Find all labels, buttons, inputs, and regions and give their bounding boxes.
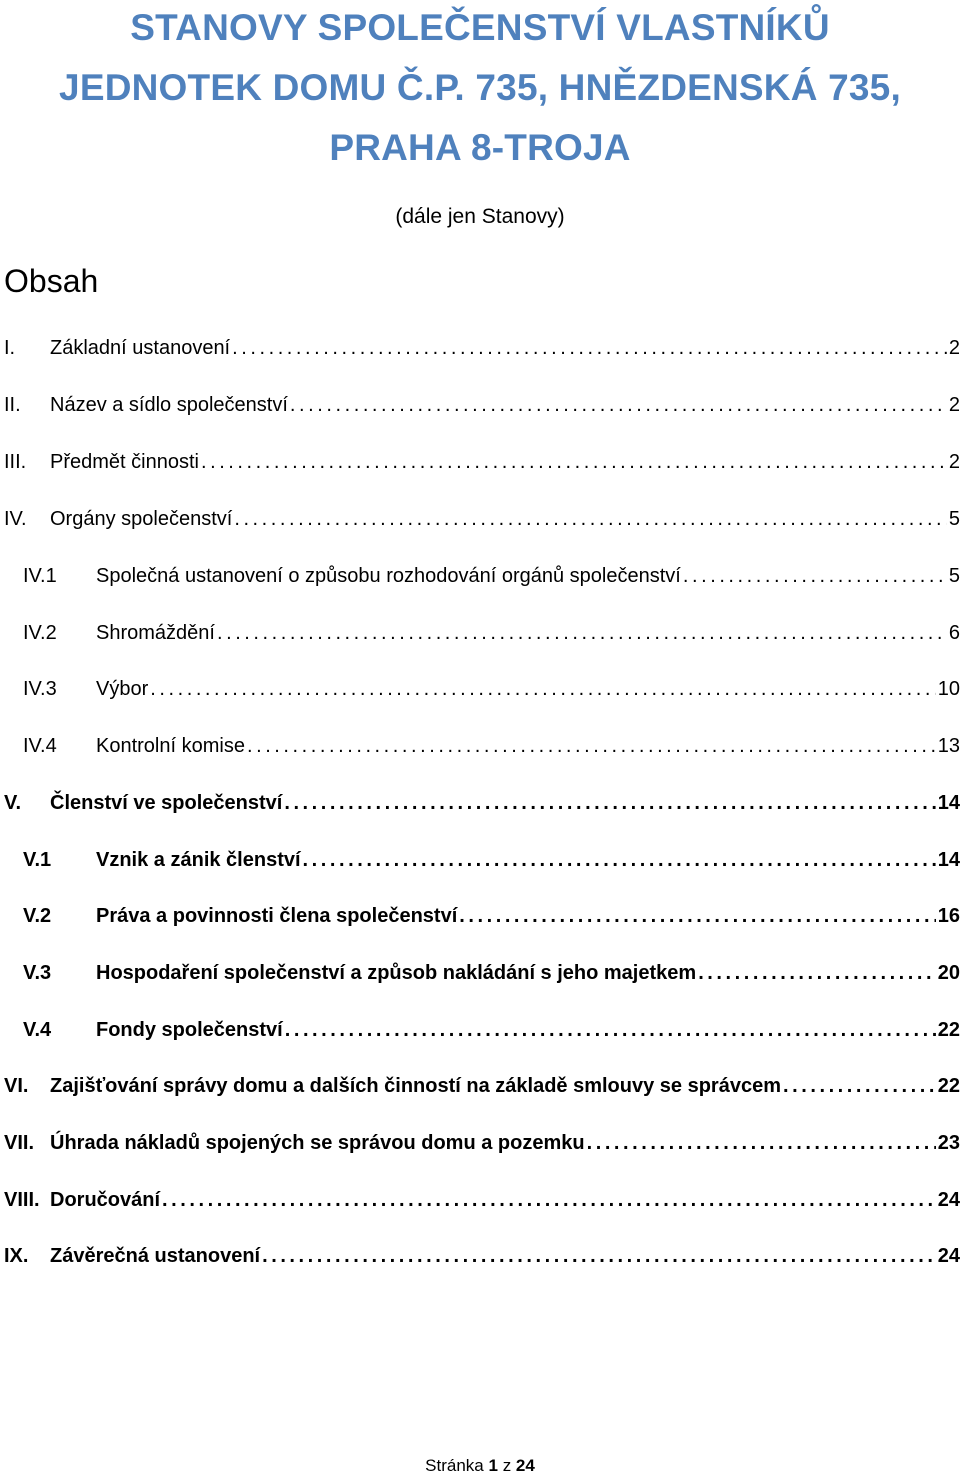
toc-entry-page: 13	[937, 735, 960, 757]
toc-entry[interactable]	[4, 391, 960, 419]
toc-entry[interactable]	[4, 732, 960, 760]
toc-entry-page: 23	[937, 1132, 960, 1154]
toc-entry[interactable]	[4, 448, 960, 476]
toc-entry-number: II.	[4, 394, 21, 416]
toc-entry-label: Předmět činnosti	[50, 451, 199, 473]
footer-middle: z	[502, 1456, 512, 1475]
toc-dot-leader	[698, 959, 936, 987]
toc-dot-leader	[217, 619, 947, 647]
toc-entry-page: 22	[937, 1075, 960, 1097]
toc-entry[interactable]	[4, 619, 960, 647]
toc-entry[interactable]	[4, 1186, 960, 1214]
toc-entry-label: Práva a povinnosti člena společenství	[96, 905, 458, 927]
toc-entry[interactable]	[4, 675, 960, 703]
document-subtitle: (dále jen Stanovy)	[395, 205, 565, 228]
toc-entry-label: Doručování	[50, 1189, 161, 1211]
toc-dot-leader	[162, 1186, 936, 1214]
toc-entry-page: 16	[937, 905, 960, 927]
toc-entry-page: 6	[948, 622, 960, 644]
toc-dot-leader	[290, 391, 947, 419]
toc-dot-leader	[683, 562, 947, 590]
toc-entry-label: Vznik a zánik členství	[96, 849, 301, 871]
toc-entry[interactable]	[4, 846, 960, 874]
toc-entry-label: Závěrečná ustanovení	[50, 1245, 261, 1267]
toc-entry-page: 22	[937, 1019, 960, 1041]
toc-dot-leader	[150, 675, 936, 703]
toc-entry-number: V.2	[23, 905, 52, 927]
toc-entry-page: 14	[937, 849, 960, 871]
toc-entry[interactable]	[4, 1129, 960, 1157]
toc-entry-number: VI.	[4, 1075, 29, 1097]
footer-current-page: 1	[488, 1456, 498, 1475]
toc-entry-label: Orgány společenství	[50, 508, 233, 530]
toc-entry-number: VIII.	[4, 1189, 40, 1211]
toc-entry[interactable]	[4, 562, 960, 590]
toc-entry-label: Členství ve společenství	[50, 792, 283, 814]
toc-entry-label: Společná ustanovení o způsobu rozhodování orgánů společenství	[96, 565, 681, 587]
toc-entry-page: 2	[948, 451, 960, 473]
toc-entry-number: III.	[4, 451, 27, 473]
toc-entry-number: I.	[4, 337, 16, 359]
toc-entry-label: Shromáždění	[96, 622, 215, 644]
toc-dot-leader	[303, 846, 936, 874]
toc-entry-number: V.1	[23, 849, 52, 871]
toc-entry[interactable]	[4, 505, 960, 533]
toc-entry-number: IX.	[4, 1245, 29, 1267]
footer-prefix: Stránka	[425, 1456, 484, 1475]
document-title-line-2: JEDNOTEK DOMU Č.P. 735, HNĚZDENSKÁ 735,	[59, 67, 901, 108]
document-title-line-3: PRAHA 8-TROJA	[329, 127, 631, 168]
toc-dot-leader	[284, 789, 935, 817]
toc-entry[interactable]	[4, 334, 960, 362]
toc-entry-number: IV.	[4, 508, 27, 530]
toc-dot-leader	[459, 902, 936, 930]
toc-entry-number: IV.4	[23, 735, 57, 757]
footer-total-pages: 24	[515, 1456, 535, 1475]
toc-dot-leader	[232, 334, 947, 362]
toc-entry-page: 24	[937, 1189, 960, 1211]
toc-entry-number: VII.	[4, 1132, 35, 1154]
toc-entry-number: V.	[4, 792, 22, 814]
toc-entry-label: Kontrolní komise	[96, 735, 245, 757]
toc-entry-page: 5	[948, 508, 960, 530]
toc-entry-number: V.3	[23, 962, 52, 984]
toc-entry-label: Fondy společenství	[96, 1019, 283, 1041]
document-title-line-1: STANOVY SPOLEČENSTVÍ VLASTNÍKŮ	[130, 7, 830, 48]
toc-entry-page: 10	[937, 678, 960, 700]
toc-entry-number: IV.1	[23, 565, 57, 587]
toc-dot-leader	[247, 732, 936, 760]
toc-dot-leader	[783, 1072, 936, 1100]
toc-entry-page: 2	[948, 394, 960, 416]
toc-entry-page: 20	[937, 962, 960, 984]
toc-dot-leader	[587, 1129, 936, 1157]
toc-entry-number: IV.3	[23, 678, 57, 700]
toc-entry[interactable]	[4, 1072, 960, 1100]
toc-entry[interactable]	[4, 959, 960, 987]
toc-entry-label: Zajišťování správy domu a dalších činností na základě smlouvy se správcem	[50, 1075, 781, 1097]
toc-heading: Obsah	[4, 263, 99, 299]
toc-entry[interactable]	[4, 789, 960, 817]
toc-entry-page: 5	[948, 565, 960, 587]
toc-dot-leader	[201, 448, 947, 476]
toc-entry[interactable]	[4, 1016, 960, 1044]
toc-entry[interactable]	[4, 1242, 960, 1270]
toc-entry-label: Úhrada nákladů spojených se správou domu a pozemku	[50, 1132, 585, 1154]
toc-dot-leader	[234, 505, 947, 533]
toc-entry-page: 2	[948, 337, 960, 359]
page-footer	[0, 1455, 960, 1477]
toc-entry-number: IV.2	[23, 622, 57, 644]
toc-entry-label: Výbor	[96, 678, 149, 700]
toc-entry-label: Název a sídlo společenství	[50, 394, 288, 416]
toc-entry-label: Základní ustanovení	[50, 337, 231, 359]
toc-entry[interactable]	[4, 902, 960, 930]
toc-entry-page: 14	[937, 792, 960, 814]
toc-dot-leader	[262, 1242, 936, 1270]
toc-entry-number: V.4	[23, 1019, 52, 1041]
toc-dot-leader	[285, 1016, 936, 1044]
toc-entry-label: Hospodaření společenství a způsob nakládání s jeho majetkem	[96, 962, 697, 984]
toc-entry-page: 24	[937, 1245, 960, 1267]
